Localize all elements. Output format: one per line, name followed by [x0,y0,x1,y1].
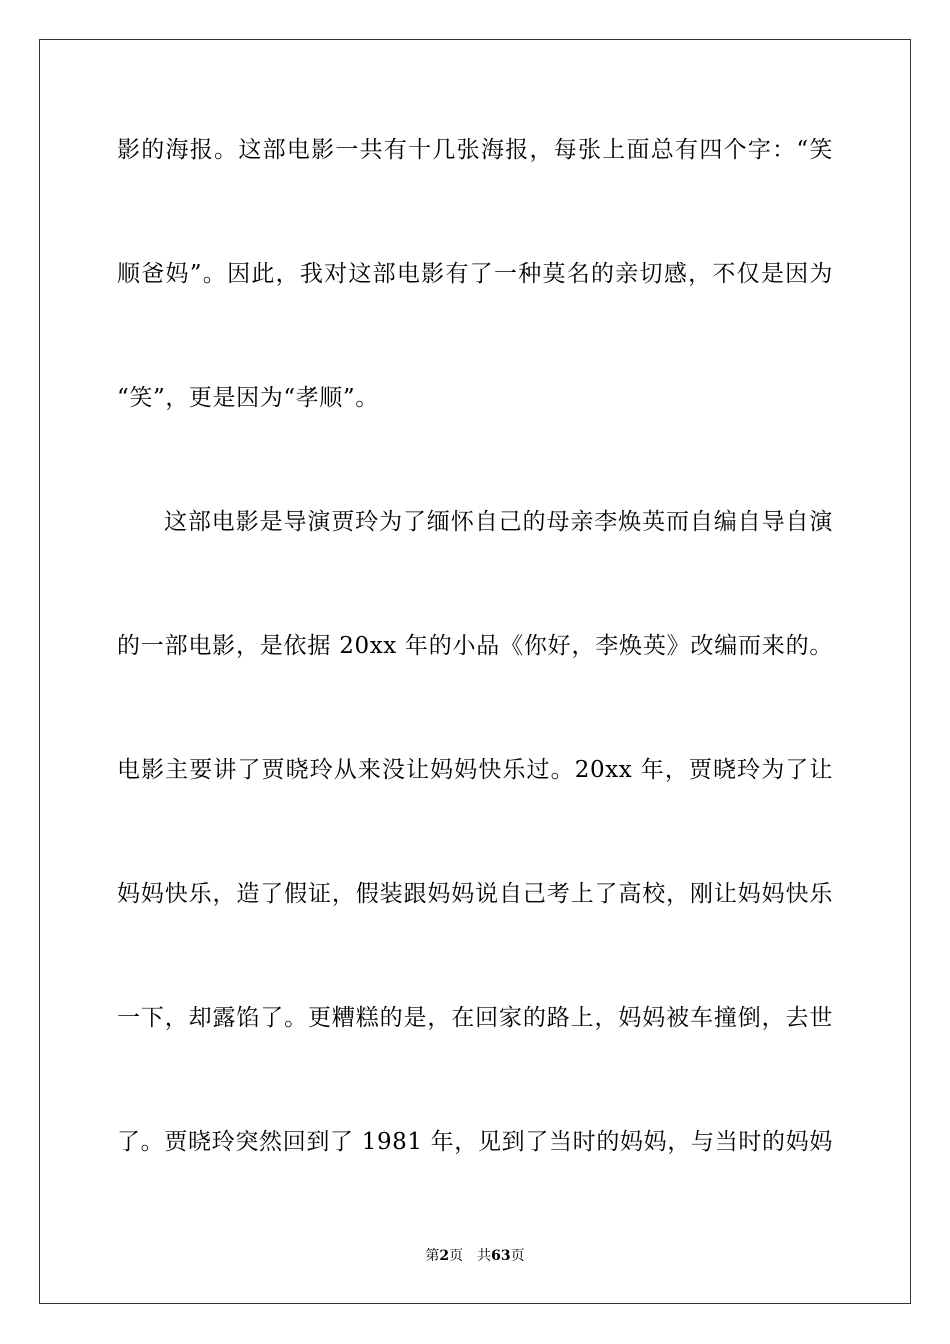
page-border [39,39,911,1304]
text-line-8: 一下，却露馅了。更糟糕的是，在回家的路上，妈妈被车撞倒，去世 [117,1005,833,1031]
text-line-5: 的一部电影，是依据 20xx 年的小品《你好，李焕英》改编而来的。 [117,633,833,659]
footer-page-current: 2 [439,1248,450,1264]
footer-total-prefix: 共 [477,1248,492,1264]
footer-page-total: 63 [491,1248,511,1264]
text-line-9: 了。贾晓玲突然回到了 1981 年，见到了当时的妈妈，与当时的妈妈 [117,1129,833,1155]
page-footer [0,1247,950,1265]
footer-total-suffix: 页 [510,1248,525,1264]
text-line-6: 电影主要讲了贾晓玲从来没让妈妈快乐过。20xx 年，贾晓玲为了让 [117,757,833,783]
text-line-2: 顺爸妈”。因此，我对这部电影有了一种莫名的亲切感，不仅是因为 [117,261,833,287]
text-line-3: “笑”，更是因为“孝顺”。 [117,385,379,411]
text-line-4: 这部电影是导演贾玲为了缅怀自己的母亲李焕英而自编自导自演 [164,509,833,535]
text-line-7: 妈妈快乐，造了假证，假装跟妈妈说自己考上了高校，刚让妈妈快乐 [117,881,833,907]
footer-page-prefix: 第 [425,1248,440,1264]
text-line-1: 影的海报。这部电影一共有十几张海报，每张上面总有四个字：“笑 [117,137,833,163]
footer-page-suffix: 页 [449,1248,464,1264]
